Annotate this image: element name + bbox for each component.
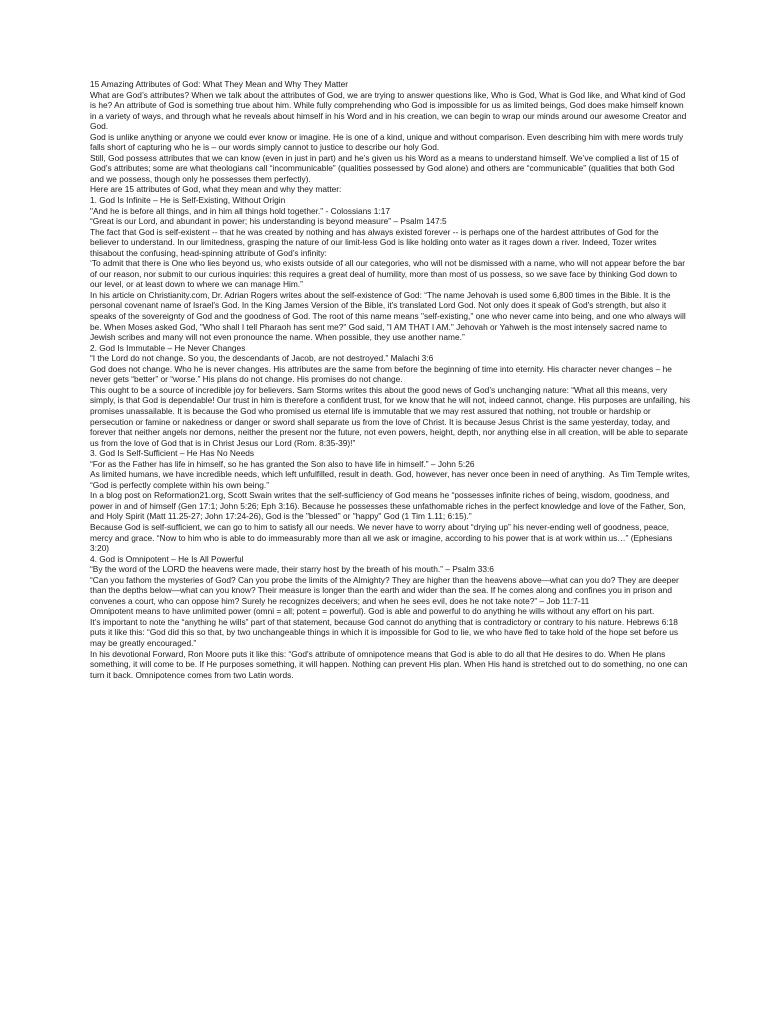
scripture-quote: “I the Lord do not change. So you, the descendants of Jacob, are not destroyed.” Malachi 3:6	[90, 353, 434, 364]
block-quote: ‘To admit that there is One who lies beyond us, who exists outside of all our categories, who will not be dismissed with a name, who will not appear before the bar of our reason, nor submit to our curious inquiries: this requires a great deal of humility, more than most of us possess, so we save face by thinking God down to our level, or at least down to where we can manage Him.”	[90, 258, 688, 290]
paragraph: In a blog post on Reformation21.org, Scott Swain writes that the self-sufficiency of God means he “possesses infinite riches of being, wisdom, goodness, and power in and of himself (Gen 17:1; John 5:26; Eph 3:16). Because he possesses these unfathomable riches in the perfect knowledge and love of the Father, Son, and Holy Spirit (Matt 11.25-27; John 17:24-26), God is the "blessed" or "happy" God (1 Tim 1.11; 6:15).”	[90, 490, 688, 522]
paragraph: Because God is self-sufficient, we can go to him to satisfy all our needs. We never have to worry about “drying up” his never-ending well of goodness, peace, mercy and grace. “Now to him who is able to do immeasurably more than all we ask or imagine, according to his power that is at work within us…” (Ephesians 3:20)	[90, 521, 675, 554]
section-heading: 1. God Is Infinite – He is Self-Existing, Without Origin	[90, 195, 286, 206]
section-heading: 3. God Is Self-Sufficient – He Has No Needs	[90, 448, 255, 459]
scripture-quote: “Great is our Lord, and abundant in power; his understanding is beyond measure” – Psalm 147:5	[90, 216, 447, 227]
paragraph: It’s important to note the “anything he wills” part of that statement, because God cannot do anything that is contradictory or contrary to his nature. Hebrews 6:18 puts it like this: “God did this so that, by two unchangeable things in which it is impossible for God to lie, we who have fled to take hold of the hope set before us may be greatly encouraged.”	[90, 616, 681, 648]
paragraph: God is unlike anything or anyone we could ever know or imagine. He is one of a kind, unique and without comparison. Even describing him with mere words truly falls short of capturing who he is – our words simply cannot to justice to describe our holy God.	[90, 131, 686, 153]
paragraph: This ought to be a source of incredible joy for believers. Sam Storms writes this about the good news of God’s unchanging nature: “What all this means, very simply, is that God is dependable! Our trust in him is therefore a confident trust, for we know that he will not, indeed cannot, change. His purposes are unfailing, his promises unassailable. It is because the God who promised us eternal life is immutable that we may rest assured that nothing, not trouble or hardship or persecution or famine or nakedness or danger or sword shall separate us from the love of Christ. It is because Jesus Christ is the same yesterday, today, and forever that neither angels nor demons, neither the present nor the future, not even powers, height, depth, nor anything else in all creation, will be able to separate us from the love of God that is in Christ Jesus our Lord (Rom. 8:35-39)!”	[90, 384, 693, 448]
document-page	[90, 79, 693, 680]
paragraph: Still, God possess attributes that we can know (even in just in part) and he’s given us his Word as a means to understand himself. We’ve complied a list of 15 of God’s attributes; some are what theologians call “incommunicable” (qualities possessed by God alone) and others are “communicable” (qualities that both God and we possess, though only he possesses them perfectly).	[90, 152, 681, 184]
scripture-quote: “For as the Father has life in himself, so he has granted the Son also to have life in himself.” – John 5:26	[90, 458, 475, 469]
paragraph: God does not change. Who he is never changes. His attributes are the same from before the beginning of time into eternity. His character never changes – he never gets “better” or “worse.” His plans do not change. His promises do not change.	[90, 363, 675, 385]
paragraph: Here are 15 attributes of God, what they mean and why they matter:	[90, 184, 342, 195]
scripture-quote: "And he is before all things, and in him all things hold together." - Colossians 1:17	[90, 205, 390, 216]
scripture-quote: “Can you fathom the mysteries of God? Can you probe the limits of the Almighty? They are higher than the heavens above—what can you do? They are deeper than the depths below—what can you know? Their measure is longer than the earth and wider than the sea. If he comes along and confines you in prison and convenes a court, who can oppose him? Surely he recognizes deceivers; and when he sees evil, does he not take note?” – Job 11:7-11	[90, 574, 682, 606]
section-heading: 2. God Is Immutable – He Never Changes	[90, 342, 246, 353]
paragraph: Omnipotent means to have unlimited power (omni = all; potent = powerful). God is able and powerful to do anything he wills without any effort on his part.	[90, 606, 655, 617]
scripture-quote: “By the word of the LORD the heavens were made, their starry host by the breath of his mouth.” – Psalm 33:6	[90, 564, 494, 575]
paragraph: What are God’s attributes? When we talk about the attributes of God, we are trying to answer questions like, Who is God, What is God like, and What kind of God is he? An attribute of God is something true about him. While fully comprehending who God is impossible for us as limited beings, God does make himself known in a variety of ways, and through what he reveals about himself in his Word and in his creation, we can begin to wrap our minds around our awesome Creator and God.	[90, 89, 689, 132]
paragraph: In his article on Christianity.com, Dr. Adrian Rogers writes about the self-existence of God: “The name Jehovah is used some 6,800 times in the Bible. It is the personal covenant name of Israel's God. In the King James Version of the Bible, it's translated Lord God. Not only does it speak of God's strength, but also it speaks of the sovereignty of God and the goodness of God. The root of this name means "self-existing," one who never came into being, and one who always will be. When Moses asked God, "Who shall I tell Pharaoh has sent me?" God said, "I AM THAT I AM." Jehovah or Yahweh is the most intensely sacred name to Jewish scribes and many will not even pronounce the name. When possible, they use another name.”	[90, 289, 689, 343]
section-heading: 4. God is Omnipotent – He Is All Powerful	[90, 553, 244, 564]
document-title: 15 Amazing Attributes of God: What They Mean and Why They Matter	[90, 79, 349, 89]
paragraph: The fact that God is self-existent -- that he was created by nothing and has always existed forever -- is perhaps one of the hardest attributes of God for the believer to understand. In our limitedness, grasping the nature of our limit-less God is like holding onto water as it rages down a river. Indeed, Tozer writes thisabout the confusing, head-spinning attribute of God’s infinity:	[90, 226, 661, 258]
paragraph: In his devotional Forward, Ron Moore puts it like this: “God's attribute of omnipotence means that God is able to do all that He desires to do. When He plans something, it will come to be. If He purposes something, it will happen. Nothing can prevent His plan. When His hand is stretched out to do something, no one can turn it back. Omnipotence comes from two Latin words.	[90, 648, 690, 680]
paragraph: As limited humans, we have incredible needs, which left unfulfilled, result in death. God, however, has never once been in need of anything. As Tim Temple writes, “God is perfectly complete within his own being.”	[90, 469, 693, 490]
